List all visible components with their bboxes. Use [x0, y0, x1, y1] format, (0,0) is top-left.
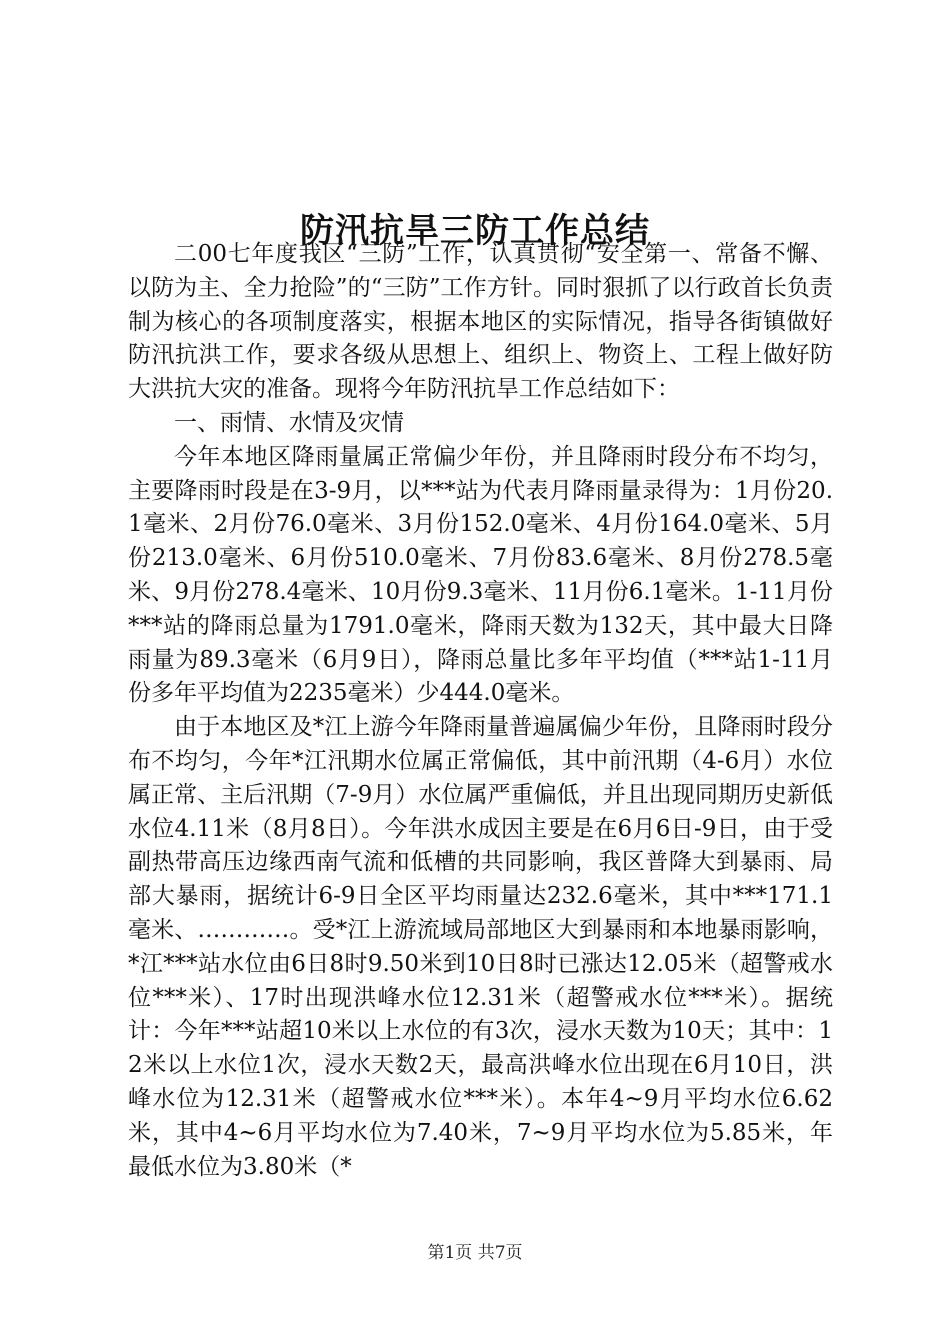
document-title: 防汛抗旱三防工作总结: [300, 210, 650, 251]
water-level-paragraph: 由于本地区及*江上游今年降雨量普遍属偏少年份，且降雨时段分布不均匀，今年*江汛期水位属正常偏低，其中前汛期（4-6月）水位属正常、主后汛期（7-9月）水位属严重偏低，并且出现同期历史新低水位4.11米（8月8日）。今年洪水成因主要是在6月6日-9日，由于受副热带高压边缘西南气流和低槽的共同影响，我区普降大到暴雨、局部大暴雨，据统计6-9日全区平均雨量达232.6毫米，其中***171.1毫米、…………。受*江上游流域局部地区大到暴雨和本地暴雨影响，*江***站水位由6日8时9.50米到10日8时已涨达12.05米（超警戒水位***米）、17时出现洪峰水位12.31米（超警戒水位***米）。据统计：今年***站超10米以上水位的有3次，浸水天数为10天；其中：12米以上水位1次，浸水天数2天，最高洪峰水位出现在6月10日，洪峰水位为12.31米（超警戒水位***米）。本年4~9月平均水位6.62米，其中4~6月平均水位为7.40米，7~9月平均水位为5.85米，年最低水位为3.80米（*: [128, 714, 833, 1180]
page-footer: 第1页 共7页: [427, 1243, 523, 1263]
document-body: [128, 238, 833, 1184]
intro-paragraph: 二00七年度我区“三防”工作，认真贯彻“安全第一、常备不懈、以防为主、全力抢险”的“三防”工作方针。同时狠抓了以行政首长负责制为核心的各项制度落实，根据本地区的实际情况，指导各街镇做好防汛抗洪工作，要求各级从思想上、组织上、物资上、工程上做好防大洪抗大灾的准备。现将今年防汛抗旱工作总结如下：: [128, 241, 833, 403]
section-heading: 一、雨情、水情及灾情: [174, 409, 404, 436]
rainfall-paragraph: 今年本地区降雨量属正常偏少年份，并且降雨时段分布不均匀，主要降雨时段是在3-9月，以***站为代表月降雨量录得为：1月份20.1毫米、2月份76.0毫米、3月份152.0毫米、4月份164.0毫米、5月份213.0毫米、6月份510.0毫米、7月份83.6毫米、8月份278.5毫米、9月份278.4毫米、10月份9.3毫米、11月份6.1毫米。1-11月份***站的降雨总量为1791.0毫米，降雨天数为132天，其中最大日降雨量为89.3毫米（6月9日），降雨总量比多年平均值（***站1-11月份多年平均值为2235毫米）少444.0毫米。: [128, 443, 833, 707]
